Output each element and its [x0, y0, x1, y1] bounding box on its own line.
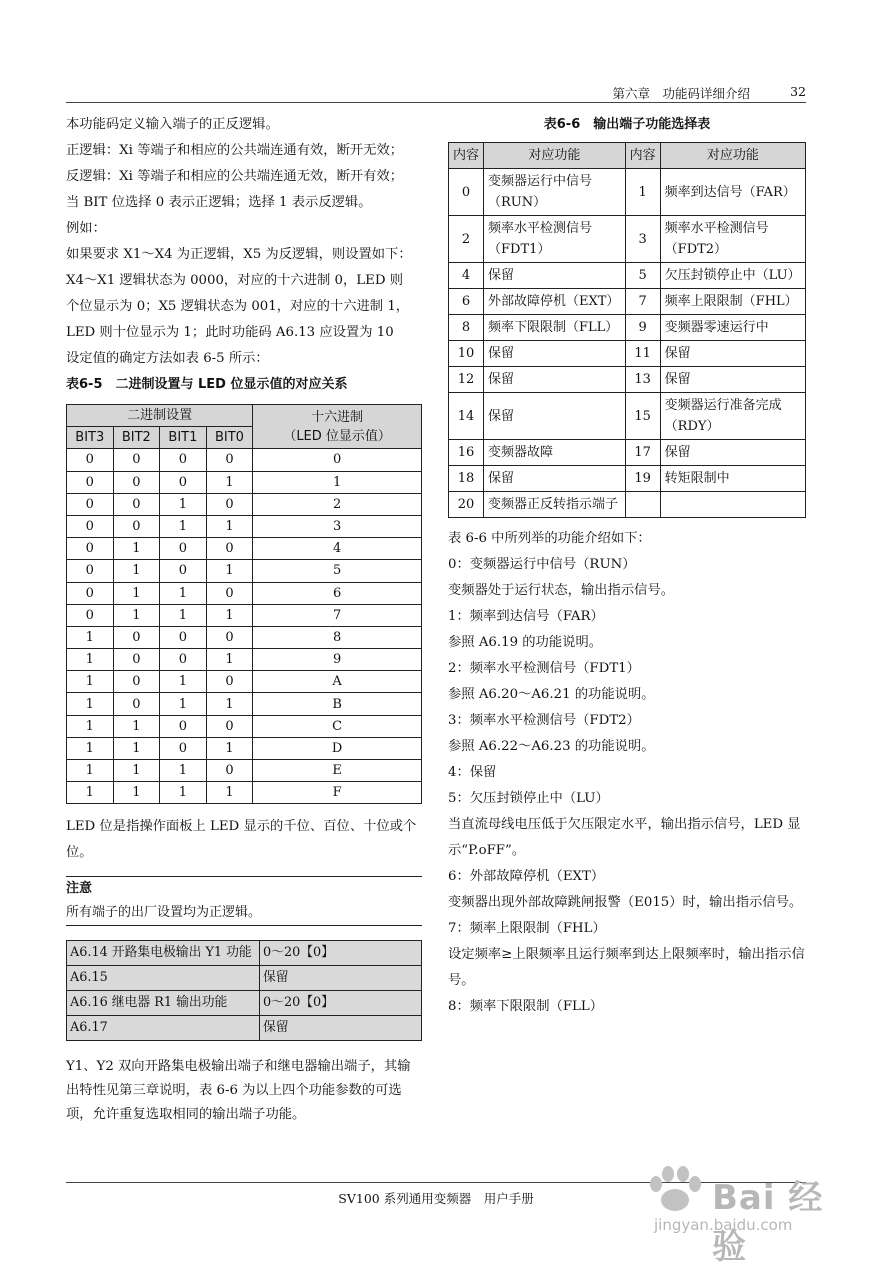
table-cell: 1: [206, 560, 253, 582]
description-line: 7：频率上限限制（FHL）: [448, 921, 606, 936]
watermark-url: jingyan.baidu.com: [654, 1216, 793, 1234]
table-cell: 1: [160, 582, 207, 604]
paragraph: 正逻辑：Xi 等端子和相应的公共端连通有效，断开无效；: [66, 143, 404, 158]
bit-header: BIT3: [67, 427, 114, 449]
binary-group-header: 二进制设置: [67, 405, 253, 427]
parameter-row: [67, 1016, 422, 1041]
description-line: 变频器处于运行状态，输出指示信号。: [448, 583, 675, 598]
function-name: [660, 492, 805, 518]
table-cell: 0: [160, 715, 207, 737]
function-name: 外部故障停机（EXT）: [484, 289, 626, 315]
table-row: [67, 449, 422, 471]
table-cell: E: [253, 760, 422, 782]
table-cell: 1: [67, 737, 114, 759]
table-cell: 0: [206, 715, 253, 737]
content-header-1: 内容: [449, 143, 484, 169]
parameter-name: A6.16 继电器 R1 输出功能: [67, 991, 260, 1016]
table-cell: 4: [253, 538, 422, 560]
table-cell: 0: [113, 449, 160, 471]
table-cell: 0: [160, 538, 207, 560]
table-row: [449, 289, 806, 315]
table-cell: 0: [113, 515, 160, 537]
paragraph: 如果要求 X1～X4 为正逻辑，X5 为反逻辑，则设置如下：: [66, 247, 412, 262]
parameter-name: A6.15: [67, 966, 260, 991]
bit-header: BIT2: [113, 427, 160, 449]
function-code: 7: [625, 289, 660, 315]
function-code: 19: [625, 466, 660, 492]
table-cell: 0: [206, 493, 253, 515]
function-code: 5: [625, 263, 660, 289]
table-cell: 0: [253, 449, 422, 471]
function-name: 保留: [484, 393, 626, 440]
table-cell: 3: [253, 515, 422, 537]
table-cell: 0: [67, 560, 114, 582]
function-name: 变频器故障: [484, 440, 626, 466]
table-cell: 1: [206, 693, 253, 715]
table-row: [67, 671, 422, 693]
table-cell: 1: [160, 782, 207, 804]
parameter-value: 0～20【0】: [260, 991, 422, 1016]
watermark: [640, 1160, 840, 1267]
function-code: 3: [625, 216, 660, 263]
function-code: 15: [625, 393, 660, 440]
table-row: [67, 471, 422, 493]
paragraph: X4～X1 逻辑状态为 0000，对应的十六进制 0，LED 则: [66, 273, 404, 288]
table-cell: 0: [113, 693, 160, 715]
table-cell: 1: [67, 649, 114, 671]
table-cell: F: [253, 782, 422, 804]
function-name: 保留: [484, 341, 626, 367]
table-cell: 1: [113, 538, 160, 560]
table-cell: 1: [206, 515, 253, 537]
table-row: [67, 582, 422, 604]
function-name: 频率上限限制（FHL）: [660, 289, 805, 315]
table-cell: D: [253, 737, 422, 759]
function-name: 变频器运行中信号（RUN）: [484, 169, 626, 216]
table-cell: 1: [113, 760, 160, 782]
function-name: 频率下限限制（FLL）: [484, 315, 626, 341]
parameter-row: [67, 966, 422, 991]
function-name: 频率到达信号（FAR）: [660, 169, 805, 216]
table-row: [67, 560, 422, 582]
table-cell: 1: [160, 671, 207, 693]
function-code: 12: [449, 367, 484, 393]
function-name: 变频器正反转指示端子: [484, 492, 626, 518]
table-cell: 0: [160, 471, 207, 493]
content-header-2: 内容: [625, 143, 660, 169]
table-cell: 0: [113, 671, 160, 693]
table-row: [67, 649, 422, 671]
binary-led-table: [66, 404, 422, 804]
right-column: [448, 112, 806, 1020]
table-cell: 0: [206, 449, 253, 471]
table-cell: 0: [206, 538, 253, 560]
function-name: 转矩限制中: [660, 466, 805, 492]
table-cell: 5: [253, 560, 422, 582]
table-cell: 0: [206, 582, 253, 604]
parameter-name: A6.17: [67, 1016, 260, 1041]
note-text: 所有端子的出厂设置均为正逻辑。: [66, 905, 262, 921]
description-line: 8：频率下限限制（FLL）: [448, 999, 604, 1014]
note-title: 注意: [66, 881, 93, 897]
function-name: 保留: [484, 263, 626, 289]
table-cell: 2: [253, 493, 422, 515]
table-cell: 1: [160, 493, 207, 515]
table-cell: C: [253, 715, 422, 737]
table-cell: 0: [113, 626, 160, 648]
function-name: 变频器零速运行中: [660, 315, 805, 341]
table-cell: 0: [113, 649, 160, 671]
function-code: 16: [449, 440, 484, 466]
table-row: [449, 315, 806, 341]
table-cell: 0: [160, 560, 207, 582]
table-row: [449, 263, 806, 289]
description-line: 参照 A6.22～A6.23 的功能说明。: [448, 739, 655, 754]
description-line: 4：保留: [448, 765, 497, 780]
parameter-value: 0～20【0】: [260, 941, 422, 966]
function-code: 17: [625, 440, 660, 466]
table-cell: 0: [67, 449, 114, 471]
table-cell: 8: [253, 626, 422, 648]
function-code: 4: [449, 263, 484, 289]
table-cell: 1: [206, 649, 253, 671]
bit-header: BIT1: [160, 427, 207, 449]
function-code: 10: [449, 341, 484, 367]
table-cell: 0: [160, 626, 207, 648]
description-line: 当直流母线电压低于欠压限定水平，输出指示信号，LED 显示“P.oFF”。: [448, 817, 801, 858]
table-cell: 0: [67, 604, 114, 626]
table-cell: 1: [206, 782, 253, 804]
table-cell: 1: [160, 760, 207, 782]
table-cell: 0: [160, 649, 207, 671]
table-cell: 0: [67, 515, 114, 537]
table-cell: 1: [67, 626, 114, 648]
table-row: [67, 737, 422, 759]
function-code: 6: [449, 289, 484, 315]
table-row: [67, 715, 422, 737]
paragraph: 当 BIT 位选择 0 表示正逻辑；选择 1 表示反逻辑。: [66, 195, 372, 210]
table-cell: 9: [253, 649, 422, 671]
table-cell: 1: [67, 782, 114, 804]
function-code: 13: [625, 367, 660, 393]
table-row: [449, 466, 806, 492]
parameter-row: [67, 941, 422, 966]
function-name: 保留: [660, 341, 805, 367]
function-name: 保留: [484, 466, 626, 492]
function-code: 14: [449, 393, 484, 440]
watermark-brand: Bai 经验: [712, 1178, 824, 1267]
table-cell: 1: [113, 715, 160, 737]
page-number: 32: [790, 84, 806, 99]
function-code: 2: [449, 216, 484, 263]
table-row: [449, 440, 806, 466]
table-cell: 1: [113, 560, 160, 582]
bit-header: BIT0: [206, 427, 253, 449]
table-row: [449, 216, 806, 263]
function-code: 11: [625, 341, 660, 367]
table-cell: 0: [113, 493, 160, 515]
table-cell: 1: [206, 471, 253, 493]
table-cell: 0: [67, 493, 114, 515]
paw-icon: [640, 1160, 710, 1220]
description-line: 5：欠压封锁停止中（LU）: [448, 791, 609, 806]
table-row: [67, 515, 422, 537]
description-line: 变频器出现外部故障跳闸报警（E015）时，输出指示信号。: [448, 895, 803, 910]
table-cell: 1: [113, 782, 160, 804]
parameter-value: 保留: [260, 1016, 422, 1041]
description-line: 6：外部故障停机（EXT）: [448, 869, 605, 884]
function-name: 频率水平检测信号（FDT1）: [484, 216, 626, 263]
table-row: [67, 493, 422, 515]
chapter-title: 第六章 功能码详细介绍: [612, 86, 750, 101]
table-row: [67, 782, 422, 804]
table-cell: 1: [67, 671, 114, 693]
table-cell: 1: [113, 737, 160, 759]
table-cell: 1: [67, 760, 114, 782]
table-row: [449, 393, 806, 440]
table-cell: 0: [206, 671, 253, 693]
description-line: 3：频率水平检测信号（FDT2）: [448, 713, 640, 728]
description-line: 2：频率水平检测信号（FDT1）: [448, 661, 640, 676]
table-cell: 1: [113, 604, 160, 626]
table-cell: 0: [206, 760, 253, 782]
table-6-5-caption: 表6-5 二进制设置与 LED 位显示值的对应关系: [66, 377, 348, 392]
table-cell: 1: [67, 693, 114, 715]
table-cell: A: [253, 671, 422, 693]
table-cell: 1: [67, 715, 114, 737]
table-cell: 1: [113, 582, 160, 604]
table-cell: 0: [67, 471, 114, 493]
function-name: 欠压封锁停止中（LU）: [660, 263, 805, 289]
parameter-table: [66, 940, 422, 1041]
function-code: 9: [625, 315, 660, 341]
table-row: [449, 341, 806, 367]
table-row: [67, 693, 422, 715]
description-line: 表 6-6 中所列举的功能介绍如下：: [448, 531, 651, 546]
paragraph: LED 则十位显示为 1；此时功能码 A6.13 应设置为 10: [66, 325, 394, 340]
description-line: 参照 A6.20～A6.21 的功能说明。: [448, 687, 655, 702]
function-name: 频率水平检测信号（FDT2）: [660, 216, 805, 263]
table-cell: 1: [206, 737, 253, 759]
table-6-6-caption: 表6-6 输出端子功能选择表: [543, 117, 711, 132]
function-code: 1: [625, 169, 660, 216]
table-cell: 0: [206, 626, 253, 648]
table-row: [67, 626, 422, 648]
function-code: 8: [449, 315, 484, 341]
table-cell: 0: [160, 737, 207, 759]
function-header-1: 对应功能: [484, 143, 626, 169]
description-line: 设定频率≥上限频率且运行频率到达上限频率时，输出指示信号。: [448, 947, 805, 988]
led-note: LED 位是指操作面板上 LED 显示的千位、百位、十位或个位。: [66, 819, 417, 861]
function-code: 20: [449, 492, 484, 518]
table-cell: 1: [160, 604, 207, 626]
table-cell: 1: [160, 515, 207, 537]
function-name: 保留: [660, 440, 805, 466]
parameter-name: A6.14 开路集电极输出 Y1 功能: [67, 941, 260, 966]
table-row: [449, 367, 806, 393]
table-cell: 0: [160, 449, 207, 471]
function-code: 18: [449, 466, 484, 492]
function-code: [625, 492, 660, 518]
function-header-2: 对应功能: [660, 143, 805, 169]
table-cell: 6: [253, 582, 422, 604]
table-row: [67, 760, 422, 782]
parameter-value: 保留: [260, 966, 422, 991]
page-footer: SV100 系列通用变频器 用户手册: [66, 1182, 806, 1207]
function-name: 变频器运行准备完成（RDY）: [660, 393, 805, 440]
table-cell: 0: [67, 538, 114, 560]
table-cell: 1: [160, 693, 207, 715]
table-row: [449, 492, 806, 518]
hex-header: 十六进制 （LED 位显示值）: [253, 405, 422, 449]
paragraph: 设定值的确定方法如表 6-5 所示：: [66, 351, 269, 366]
function-name: 保留: [660, 367, 805, 393]
note-box: [66, 876, 422, 926]
table-cell: 0: [67, 582, 114, 604]
paragraph: 本功能码定义输入端子的正反逻辑。: [66, 117, 279, 132]
function-name: 保留: [484, 367, 626, 393]
description-line: 0：变频器运行中信号（RUN）: [448, 557, 636, 572]
paragraph: 个位显示为 0；X5 逻辑状态为 001，对应的十六进制 1，: [66, 299, 410, 314]
paragraph: 反逻辑：Xi 等端子和相应的公共端连通无效，断开有效；: [66, 169, 404, 184]
function-descriptions: [448, 526, 806, 1020]
table-row: [449, 169, 806, 216]
table-cell: 1: [253, 471, 422, 493]
table-row: [67, 538, 422, 560]
function-code: 0: [449, 169, 484, 216]
table-cell: 0: [113, 471, 160, 493]
description-line: 1：频率到达信号（FAR）: [448, 609, 604, 624]
table-cell: 7: [253, 604, 422, 626]
left-column: [66, 112, 422, 1127]
closing-paragraph: Y1、Y2 双向开路集电极输出端子和继电器输出端子，其输出特性见第三章说明，表 6-6 为以上四个功能参数的可选项，允许重复选取相同的输出端子功能。: [66, 1059, 411, 1123]
paragraph: 例如：: [66, 221, 106, 236]
page-header: [66, 78, 806, 103]
table-cell: 1: [206, 604, 253, 626]
table-row: [67, 604, 422, 626]
parameter-row: [67, 991, 422, 1016]
output-terminal-table: [448, 142, 806, 518]
description-line: 参照 A6.19 的功能说明。: [448, 635, 603, 650]
table-cell: B: [253, 693, 422, 715]
